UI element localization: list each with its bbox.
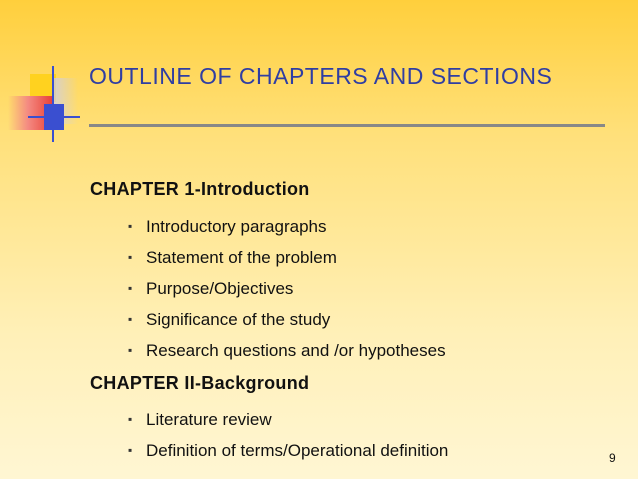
bullet-icon: ▪: [128, 250, 133, 264]
bullet-icon: ▪: [128, 343, 133, 357]
list-item: [128, 335, 446, 366]
list-item: [128, 273, 446, 304]
list-item-text: Purpose/Objectives: [146, 279, 294, 298]
list-item-text: Literature review: [146, 410, 272, 429]
title-divider: [89, 124, 605, 127]
bullet-list: [128, 404, 448, 466]
bullet-icon: ▪: [128, 443, 133, 457]
list-item-text: Research questions and /or hypotheses: [146, 341, 446, 360]
page-number: 9: [609, 451, 616, 465]
list-item-text: Statement of the problem: [146, 248, 337, 267]
list-item: [128, 435, 448, 466]
list-item-text: Definition of terms/Operational definition: [146, 441, 449, 460]
horizontal-line: [28, 116, 80, 118]
bullet-list: [128, 211, 446, 366]
list-item-text: Introductory paragraphs: [146, 217, 327, 236]
list-item: [128, 211, 446, 242]
vertical-line: [52, 66, 54, 142]
list-item-text: Significance of the study: [146, 310, 331, 329]
bullet-icon: ▪: [128, 312, 133, 326]
slide-title: OUTLINE OF CHAPTERS AND SECTIONS: [89, 63, 553, 89]
bullet-icon: ▪: [128, 281, 133, 295]
list-item: [128, 404, 448, 435]
chapter-heading: CHAPTER II-Background: [90, 373, 310, 393]
chapter-heading: CHAPTER 1-Introduction: [90, 179, 310, 199]
bullet-icon: ▪: [128, 219, 133, 233]
list-item: [128, 242, 446, 273]
bullet-icon: ▪: [128, 412, 133, 426]
list-item: [128, 304, 446, 335]
